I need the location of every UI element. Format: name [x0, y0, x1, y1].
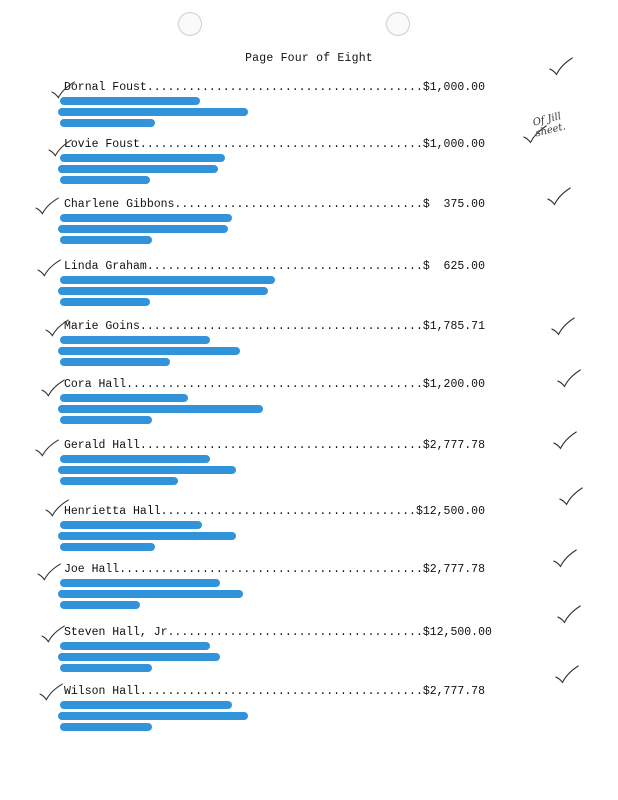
redaction-bar: [58, 287, 268, 295]
redaction-bar: [60, 236, 152, 244]
payee-line: Joe Hall............................................$2,777.78: [64, 563, 485, 576]
redaction-bar: [60, 298, 150, 306]
redaction-bar: [60, 176, 150, 184]
checkmark-icon: [555, 369, 583, 390]
redaction-bar: [60, 543, 155, 551]
page-title: Page Four of Eight: [245, 52, 373, 65]
redaction-bar: [58, 653, 220, 661]
redaction-bar: [58, 532, 236, 540]
payee-line: Henrietta Hall.....................................$12,500.00: [64, 505, 485, 518]
payee-line: Steven Hall, Jr.....................................$12,500.00: [64, 626, 492, 639]
checkmark-icon: [33, 197, 60, 216]
redaction-bar: [60, 521, 202, 529]
redaction-bar: [60, 642, 210, 650]
redaction-bar: [60, 579, 220, 587]
redaction-bar: [58, 466, 236, 474]
checkmark-icon: [35, 259, 62, 278]
redaction-bar: [60, 723, 152, 731]
payee-line: Marie Goins.........................................$1,785.71: [64, 320, 485, 333]
checkmark-icon: [551, 549, 579, 570]
checkmark-icon: [551, 431, 579, 452]
checkmark-icon: [49, 81, 76, 100]
redaction-bar: [60, 477, 178, 485]
checkmark-icon: [555, 605, 583, 626]
redaction-bar: [60, 664, 152, 672]
payee-line: Charlene Gibbons....................................$ 375.00: [64, 198, 485, 211]
redaction-bar: [60, 455, 210, 463]
redaction-bar: [58, 225, 228, 233]
punch-hole-right: [386, 12, 410, 36]
redaction-bar: [58, 590, 243, 598]
checkmark-icon: [549, 317, 577, 338]
redaction-bar: [58, 712, 248, 720]
checkmark-icon: [545, 187, 573, 208]
redaction-bar: [58, 405, 263, 413]
payee-line: Wilson Hall.........................................$2,777.78: [64, 685, 485, 698]
handwritten-note: Of Jill sheet.: [531, 111, 567, 140]
redaction-bar: [60, 394, 188, 402]
payee-line: Gerald Hall.........................................$2,777.78: [64, 439, 485, 452]
redaction-bar: [58, 347, 240, 355]
redaction-bar: [58, 165, 218, 173]
redaction-bar: [60, 119, 155, 127]
payee-line: Dornal Foust........................................$1,000.00: [64, 81, 485, 94]
redaction-bar: [60, 358, 170, 366]
checkmark-icon: [39, 379, 66, 398]
punch-hole-left: [178, 12, 202, 36]
redaction-bar: [60, 416, 152, 424]
redaction-bar: [60, 214, 232, 222]
checkmark-icon: [547, 57, 575, 78]
checkmark-icon: [43, 319, 70, 338]
redaction-bar: [58, 108, 248, 116]
payee-line: Linda Graham........................................$ 625.00: [64, 260, 485, 273]
payee-line: Cora Hall...........................................$1,200.00: [64, 378, 485, 391]
payee-line: Lovie Foust.........................................$1,000.00: [64, 138, 485, 151]
checkmark-icon: [46, 139, 73, 158]
checkmark-icon: [557, 487, 585, 508]
checkmark-icon: [39, 625, 66, 644]
redaction-bar: [60, 276, 275, 284]
redaction-bar: [60, 601, 140, 609]
checkmark-icon: [553, 665, 581, 686]
redaction-bar: [60, 336, 210, 344]
checkmark-icon: [37, 683, 64, 702]
checkmark-icon: [43, 499, 70, 518]
redaction-bar: [60, 701, 232, 709]
redaction-bar: [60, 97, 200, 105]
redaction-bar: [60, 154, 225, 162]
checkmark-icon: [33, 439, 60, 458]
checkmark-icon: [35, 563, 62, 582]
